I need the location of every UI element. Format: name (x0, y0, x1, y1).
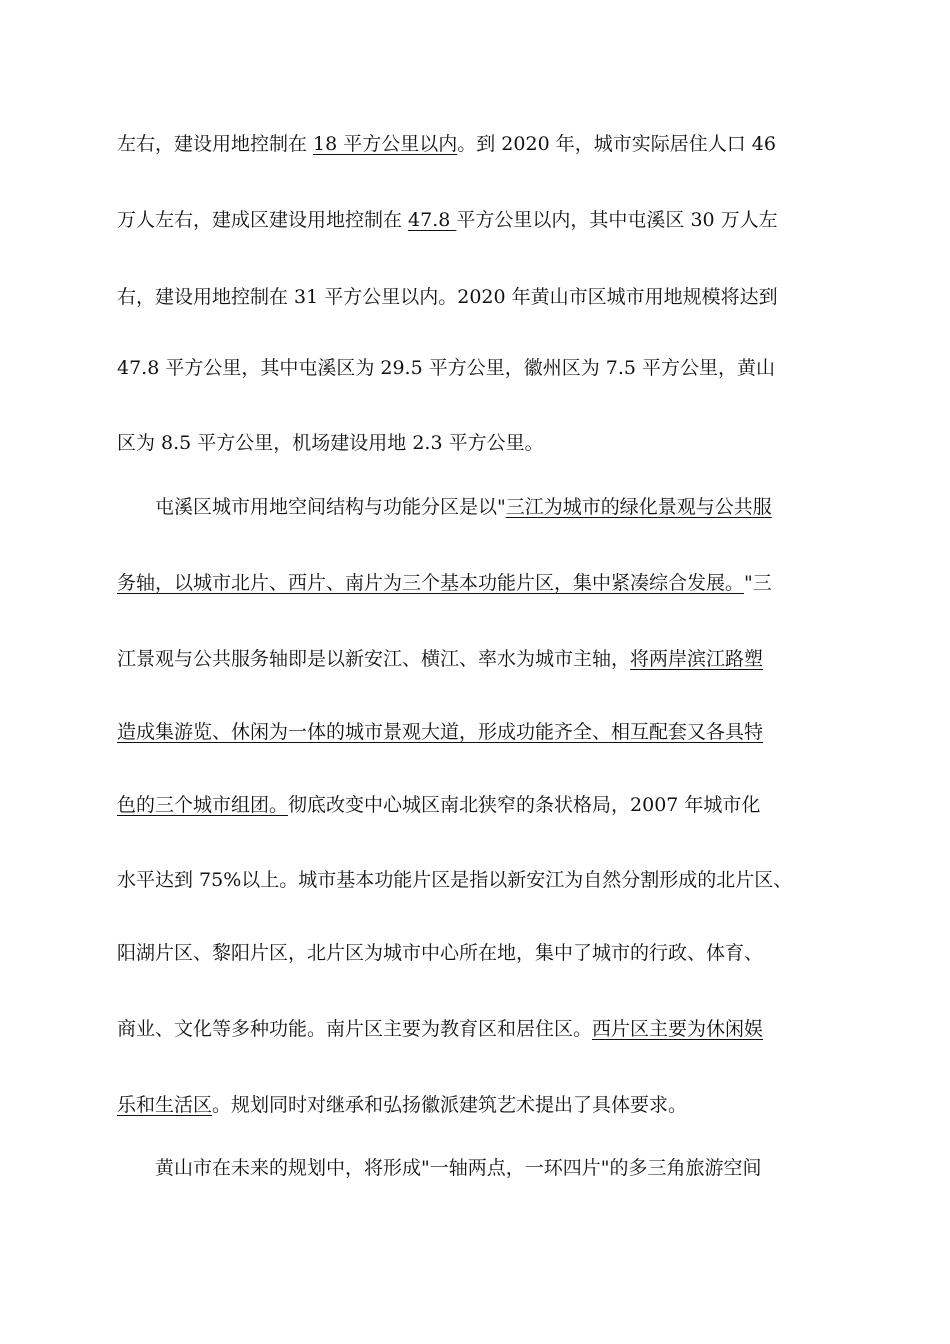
text-line-15 (155, 1152, 833, 1184)
underlined-text-run: 18 平方公里以内 (313, 133, 458, 155)
text-run: 。规划同时对继承和弘扬徽派建筑艺术提出了具体要求。 (212, 1094, 688, 1116)
text-line-6 (155, 491, 833, 523)
underlined-text-run: 色的三个城市组团。 (117, 794, 289, 816)
text-line-7 (117, 567, 833, 599)
text-run: 江景观与公共服务轴即是以新安江、横江、率水为城市主轴， (117, 648, 631, 670)
underlined-text-run: 47.8 (408, 209, 457, 231)
text-run: 万人左右，建成区建设用地控制在 (117, 209, 409, 231)
text-run: 平方公里以内，其中屯溪区 30 万人左 (456, 209, 778, 231)
text-line-3 (117, 281, 833, 313)
text-run: 商业、文化等多种功能。南片区主要为教育区和居住区。 (117, 1018, 593, 1040)
text-run: 区为 8.5 平方公里，机场建设用地 2.3 平方公里。 (117, 432, 544, 454)
underlined-text-run: 三江为城市的绿化景观与公共服 (505, 496, 772, 518)
text-run: 彻底改变中心城区南北狭窄的条状格局，2007 年城市化 (288, 794, 761, 816)
text-line-5 (117, 427, 833, 459)
text-line-14 (117, 1089, 833, 1121)
text-run: 右，建设用地控制在 31 平方公里以内。2020 年黄山市区城市用地规模将达到 (117, 286, 778, 308)
text-line-10 (117, 789, 833, 821)
text-line-4 (117, 352, 833, 384)
underlined-text-run: 乐和生活区 (117, 1094, 213, 1116)
text-line-8 (117, 643, 833, 675)
text-run: 黄山市在未来的规划中，将形成"一轴两点，一环四片"的多三角旅游空间 (155, 1157, 762, 1179)
text-run: 阳湖片区、黎阳片区，北片区为城市中心所在地，集中了城市的行政、体育、 (117, 942, 764, 964)
text-line-9 (117, 716, 833, 748)
underlined-text-run: 造成集游览、休闲为一体的城市景观大道，形成功能齐全、相互配套又各具特 (117, 721, 764, 743)
text-line-13 (117, 1013, 833, 1045)
text-run: 47.8 平方公里，其中屯溪区为 29.5 平方公里，徽州区为 7.5 平方公里，黄山 (117, 357, 776, 379)
text-run: 水平达到 75%以上。城市基本功能片区是指以新安江为自然分割形成的北片区、 (117, 869, 793, 891)
text-line-2 (117, 204, 833, 236)
text-line-11 (117, 864, 833, 896)
text-run: 。到 2020 年，城市实际居住人口 46 (457, 133, 776, 155)
underlined-text-run: 务轴，以城市北片、西片、南片为三个基本功能片区，集中紧凑综合发展。 (117, 572, 745, 594)
text-run: 左右，建设用地控制在 (117, 133, 314, 155)
underlined-text-run: 西片区主要为休闲娱 (592, 1018, 764, 1040)
text-run: 屯溪区城市用地空间结构与功能分区是以" (155, 496, 506, 518)
text-run: "三 (744, 572, 772, 594)
text-line-1 (117, 128, 833, 160)
text-line-12 (117, 937, 833, 969)
underlined-text-run: 将两岸滨江路塑 (630, 648, 764, 670)
